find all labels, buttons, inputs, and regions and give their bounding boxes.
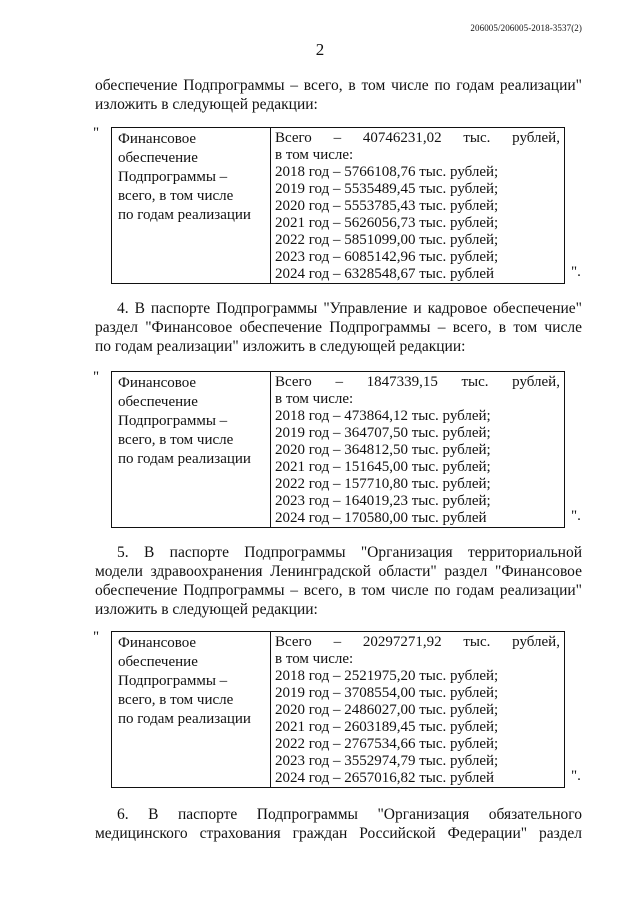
opening-quote: " [93, 369, 100, 385]
total-line [275, 634, 564, 651]
year-line: 2019 год – 5535489,45 тыс. рублей; [275, 181, 499, 197]
year-line: в том числе: [275, 651, 354, 667]
total-line [275, 130, 564, 147]
total-word: рублей, [512, 130, 560, 146]
text-line: изложить в следующей редакции: [95, 601, 318, 618]
text-line: 4. В паспорте Подпрограммы "Управление и кадровое обеспечение" [117, 300, 582, 317]
financing-table-3 [111, 631, 565, 788]
text-line: 6. В паспорте Подпрограммы "Организация обязательного [117, 806, 582, 823]
label-line: по годам реализации [118, 451, 251, 467]
year-line: 2019 год – 364707,50 тыс. рублей; [275, 425, 491, 441]
paragraph-5 [95, 543, 582, 619]
year-line: 2018 год – 2521975,20 тыс. рублей; [275, 668, 499, 684]
financing-table-2 [111, 371, 565, 528]
year-line: 2022 год – 5851099,00 тыс. рублей; [275, 232, 499, 248]
total-word: рублей, [512, 634, 560, 650]
text-line: модели здравоохранения Ленинградской области" раздел "Финансовое [95, 563, 582, 580]
financing-label-cell [112, 632, 271, 788]
label-line: Подпрограммы – [118, 413, 228, 429]
total-word: – [335, 374, 343, 390]
year-line: 2024 год – 170580,00 тыс. рублей [275, 510, 487, 526]
label-line: Финансовое [118, 131, 197, 147]
paragraph-6 [95, 805, 582, 843]
year-line: 2023 год – 164019,23 тыс. рублей; [275, 493, 491, 509]
financing-label-cell [112, 128, 271, 284]
year-line: 2021 год – 5626056,73 тыс. рублей; [275, 215, 499, 231]
text-line: изложить в следующей редакции: [95, 96, 318, 113]
year-line: 2020 год – 2486027,00 тыс. рублей; [275, 702, 499, 718]
label-line: обеспечение [118, 394, 198, 410]
financing-values-cell [271, 372, 565, 528]
year-line: 2018 год – 473864,12 тыс. рублей; [275, 408, 491, 424]
financing-label-cell [112, 372, 271, 528]
label-line: всего, в том числе [118, 692, 234, 708]
year-line: 2024 год – 2657016,82 тыс. рублей [275, 770, 495, 786]
year-line: 2021 год – 2603189,45 тыс. рублей; [275, 719, 499, 735]
text-line: 5. В паспорте Подпрограммы "Организация территориальной [117, 544, 582, 561]
label-line: Подпрограммы – [118, 169, 228, 185]
label-line: по годам реализации [118, 207, 251, 223]
year-line: 2023 год – 6085142,96 тыс. рублей; [275, 249, 499, 265]
label-line: всего, в том числе [118, 188, 234, 204]
year-line: 2022 год – 2767534,66 тыс. рублей; [275, 736, 499, 752]
closing-quote: ". [571, 768, 581, 784]
closing-quote: ". [571, 264, 581, 280]
text-line: раздел "Финансовое обеспечение Подпрограммы – всего, в том числе [95, 319, 582, 336]
paragraph-4 [95, 299, 582, 356]
year-line: 2018 год – 5766108,76 тыс. рублей; [275, 164, 499, 180]
total-line [275, 374, 564, 391]
label-line: обеспечение [118, 150, 198, 166]
year-line: 2024 год – 6328548,67 тыс. рублей [275, 266, 495, 282]
label-line: Финансовое [118, 635, 197, 651]
total-word: Всего [275, 130, 312, 146]
total-word: тыс. [463, 130, 491, 146]
year-line: в том числе: [275, 147, 354, 163]
total-amount: 40746231,02 [362, 130, 442, 146]
year-line: 2020 год – 364812,50 тыс. рублей; [275, 442, 491, 458]
page-number: 2 [315, 40, 325, 59]
total-word: тыс. [461, 374, 489, 390]
total-word: тыс. [463, 634, 491, 650]
total-word: рублей, [512, 374, 560, 390]
label-line: всего, в том числе [118, 432, 234, 448]
text-line: по годам реализации" изложить в следующей редакции: [95, 338, 466, 355]
financing-table-1 [111, 127, 565, 284]
financing-values-cell [271, 128, 565, 284]
label-line: по годам реализации [118, 711, 251, 727]
year-line: 2019 год – 3708554,00 тыс. рублей; [275, 685, 499, 701]
year-line: 2020 год – 5553785,43 тыс. рублей; [275, 198, 499, 214]
year-line: 2021 год – 151645,00 тыс. рублей; [275, 459, 491, 475]
total-word: – [333, 130, 342, 146]
text-line: обеспечение Подпрограммы – всего, в том числе по годам реализации" [95, 77, 582, 94]
total-word: – [333, 634, 342, 650]
opening-quote: " [93, 629, 100, 645]
label-line: обеспечение [118, 654, 198, 670]
year-line: 2023 год – 3552974,79 тыс. рублей; [275, 753, 499, 769]
financing-values-cell [271, 632, 565, 788]
total-word: Всего [275, 634, 312, 650]
intro-paragraph [95, 76, 582, 114]
label-line: Подпрограммы – [118, 673, 228, 689]
label-line: Финансовое [118, 375, 197, 391]
document-id: 206005/206005-2018-3537(2) [470, 23, 582, 33]
text-line: медицинского страхования граждан Российской Федерации" раздел [95, 825, 582, 842]
total-word: Всего [275, 374, 312, 390]
closing-quote: ". [571, 508, 581, 524]
year-line: 2022 год – 157710,80 тыс. рублей; [275, 476, 491, 492]
total-amount: 1847339,15 [366, 374, 438, 390]
year-line: в том числе: [275, 391, 354, 407]
total-amount: 20297271,92 [362, 634, 442, 650]
text-line: обеспечение Подпрограммы – всего, в том числе по годам реализации" [95, 582, 582, 599]
opening-quote: " [93, 125, 100, 141]
